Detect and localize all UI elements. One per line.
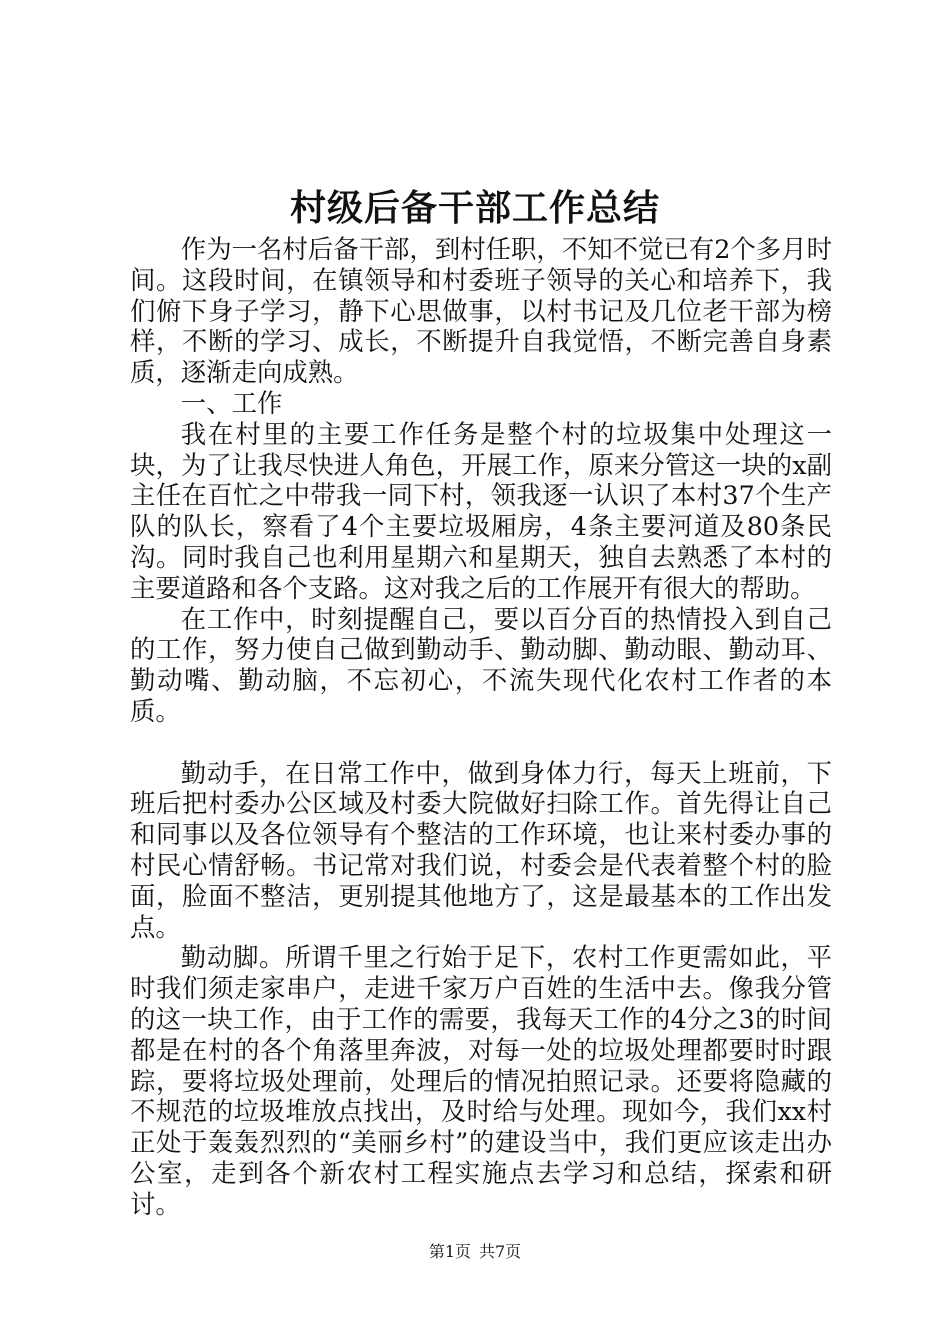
document-title: 村级后备干部工作总结: [289, 187, 660, 229]
page-number: 第1页: [428, 1242, 471, 1261]
paragraph-work-attitude: 在工作中，时刻提醒自己，要以百分百的热情投入到自己的工作，努力使自己做到勤动手、勤动脚、勤动眼、勤动耳、勤动嘴、勤动脑，不忘初心，不流失现代化农村工作者的本质。: [130, 603, 832, 726]
page-footer: [0, 1240, 950, 1264]
paragraph-feet: 勤动脚。所谓千里之行始于足下，农村工作更需如此，平时我们须走家串户，走进千家万户百姓的生活中去。像我分管的这一块工作，由于工作的需要，我每天工作的4分之3的时间都是在村的各个角落里奔波，对每一处的垃圾处理都要时时跟踪，要将垃圾处理前，处理后的情况拍照记录。还要将隐藏的不规范的垃圾堆放点找出，及时给与处理。现如今，我们xx村正处于轰轰烈烈的“美丽乡村”的建设当中，我们更应该走出办公室，走到各个新农村工程实施点去学习和总结，探索和研讨。: [130, 942, 832, 1219]
paragraph-intro: 作为一名村后备干部，到村任职，不知不觉已有2个多月时间。这段时间，在镇领导和村委班子领导的关心和培养下，我们俯下身子学习，静下心思做事，以村书记及几位老干部为榜样，不断的学习、成长，不断提升自我觉悟，不断完善自身素质，逐渐走向成熟。: [130, 234, 832, 388]
blank-line: [130, 727, 832, 758]
document-body: [130, 234, 832, 1220]
page-total: 共7页: [479, 1242, 522, 1261]
paragraph-hands: 勤动手，在日常工作中，做到身体力行，每天上班前，下班后把村委办公区域及村委大院做好扫除工作。首先得让自己和同事以及各位领导有个整洁的工作环境，也让来村委办事的村民心情舒畅。书记常对我们说，村委会是代表着整个村的脸面，脸面不整洁，更别提其他地方了，这是最基本的工作出发点。: [130, 757, 832, 942]
section-heading-work: 一、工作: [180, 387, 283, 418]
paragraph-main-task: 我在村里的主要工作任务是整个村的垃圾集中处理这一块，为了让我尽快进人角色，开展工作，原来分管这一块的x副主任在百忙之中带我一同下村，领我逐一认识了本村37个生产队的队长，察看了4个主要垃圾厢房，4条主要河道及80条民沟。同时我自己也利用星期六和星期天，独自去熟悉了本村的主要道路和各个支路。这对我之后的工作展开有很大的帮助。: [130, 418, 832, 603]
